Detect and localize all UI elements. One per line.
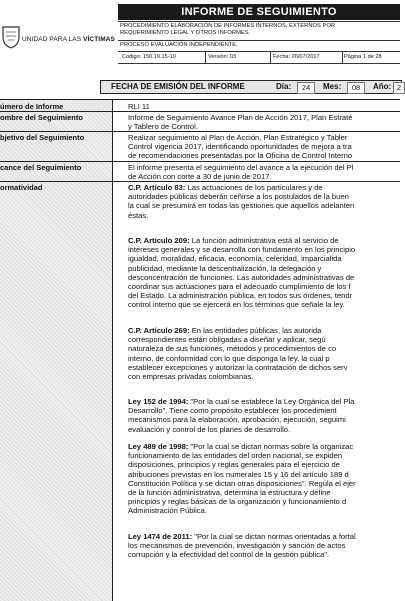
logo — [0, 6, 118, 66]
year-value: 2 — [393, 82, 405, 94]
document-code: Codigo: 150.19.15-10 — [122, 54, 176, 60]
year-label: Año: — [373, 82, 392, 91]
report-table — [0, 99, 400, 601]
row-label-alcance: cance del Seguimiento — [0, 163, 82, 172]
day-value: 24 — [297, 82, 315, 94]
row-label-numero: úmero de Informe — [0, 102, 64, 111]
norma-cp-articulo-209: C.P. Artículo 209: La función administrativa está al servicio de intereses generales y se desarrolla con fundamento en los principio igualdad, moralidad, eficacia, economía, celeridad, imparcialida publicidad, mediante la descentralización, la delegación y desconcentración de funciones. Las autoridades administrativas de coordinar sus actuaciones para el adecuado cumplimiento de los f del Estado. La administración pública, en todos sus órdenes, tendr control interno que se ejercerá en los términos que señale la ley. — [128, 236, 356, 310]
emission-date-label: FECHA DE EMISIÓN DEL INFORME — [111, 82, 245, 91]
month-label: Mes: — [323, 82, 342, 91]
coat-of-arms-icon — [0, 24, 22, 50]
norma-cp-articulo-269: C.P. Artículo 269: En las entidades públicas, las autorida correspondientes están obligadas a diseñar y aplicar, segú naturaleza de sus funciones, métodos y procedimientos de co interno, de conformidad con lo que disponga la ley, la cual p establecer excepciones y autorizar la contratación de dichos serv con empresas privadas colombianas. — [128, 326, 348, 382]
page-number: Página 1 de 28 — [344, 54, 382, 60]
document-version: Versión: 03 — [208, 54, 236, 60]
norma-ley-489-1998: Ley 489 de 1998: "Por la cual se dictan normas sobre la organizac funcionamiento de las entidades del orden nacional, se expiden disposiciones, principios y reglas generales para el ejercicio de atribuciones previstas en los numerales 15 y 16 del artículo 189 d Constitución Política y se dictan otras disposiciones". Regula el ejer de la función administrativa, determina la estructura y define principios y reglas básicas de la organización y funcionamiento d Administración Pública. — [128, 442, 356, 516]
document-header — [0, 0, 400, 72]
norma-ley-152-1994: Ley 152 de 1994: "Por la cual se establece la Ley Orgánica del Pla Desarrollo". Tiene como propósito establecer los procedimient mecanismos para la elaboración, aprobación, ejecución, seguimi evaluación y control de los planes de desarrollo. — [128, 397, 355, 434]
report-title: INFORME DE SEGUIMIENTO — [118, 4, 400, 20]
row-label-normatividad: ormatividad — [0, 183, 43, 192]
row-value-nombre: Informe de Seguimiento Avance Plan de Acción 2017, Plan Estraté y Tablero de Control. — [128, 113, 353, 131]
norma-ley-1474-2011: Ley 1474 de 2011: "Por la cual se dictan normas orientadas a fortal los mecanismos de prevención, investigación y sanción de actos corrupción y la efectividad del control de la gestión pública". — [128, 532, 356, 560]
document-meta — [118, 52, 400, 63]
row-label-nombre: ombre del Seguimiento — [0, 113, 83, 122]
process-name: PROCESO EVALUACIÓN INDEPENDIENTE. — [120, 42, 238, 48]
row-value-alcance: El informe presenta el seguimiento del avance a la ejecución del Pl de Acción con corte a 30 de junio de 2017. — [128, 163, 354, 181]
month-value: 08 — [347, 82, 365, 94]
document-date: Fecha: 26/07/2017 — [273, 54, 320, 60]
norma-cp-articulo-83: C.P. Artículo 83: Las actuaciones de los particulares y de autoridades públicas deberán ceñirse a los postulados de la buen la cual se presumirá en todas las gestiones que aquellos adelanten éstas. — [128, 183, 355, 220]
day-label: Día: — [276, 82, 292, 91]
logo-text: UNIDAD PARA LAS VÍCTIMAS — [22, 36, 115, 43]
row-value-objetivo: Realizar seguimiento al Plan de Acción, Plan Estratégico y Tabler Control vigencia 2017, identificando oportunidades de mejora a tra de recomendaciones presentadas por la Oficina de Control Interno — [128, 133, 353, 160]
emission-date-band — [100, 80, 402, 94]
row-value-numero: RLI 11 — [128, 102, 150, 111]
row-label-objetivo: bjetivo del Seguimiento — [0, 133, 85, 142]
label-column — [0, 100, 113, 601]
procedure-name: PROCEDIMIENTO ELABORACIÓN DE INFORMES INTERNOS, EXTERNOS POR REQUERIMIENTO LEGAL Y OTROS INFORMES. — [120, 23, 336, 37]
